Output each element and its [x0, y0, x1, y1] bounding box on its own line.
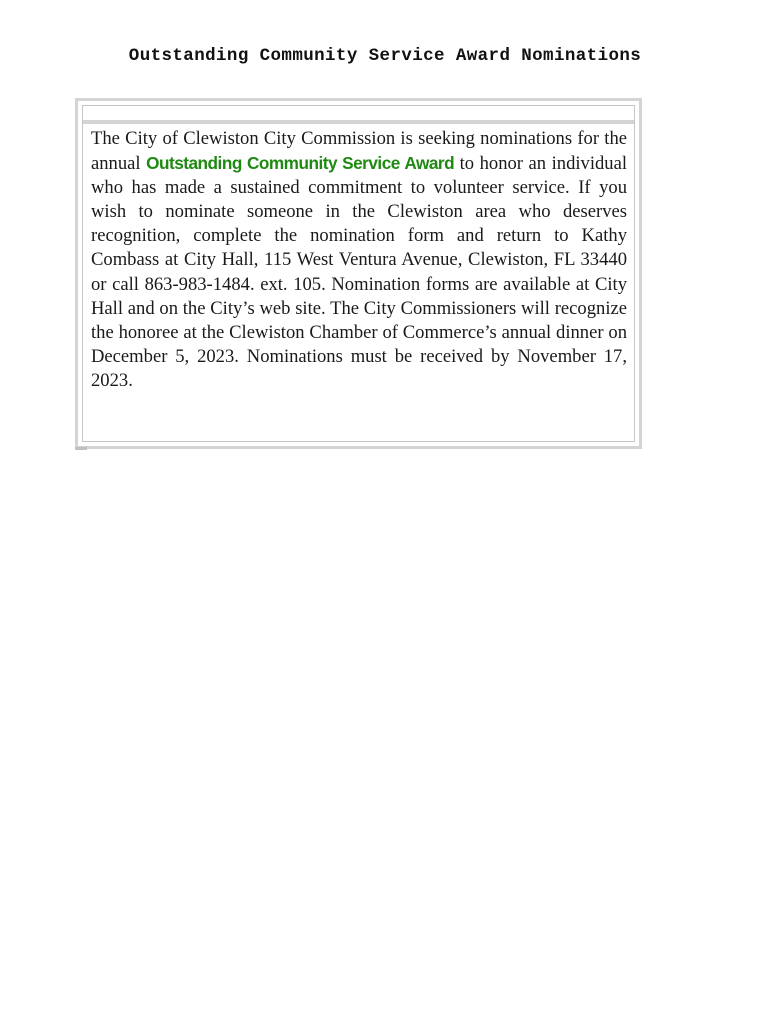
frame-divider	[83, 120, 634, 124]
notice-intro: The City of Clewiston City Commission is seeking nominations for the annual	[91, 128, 627, 175]
notice-body: to honor an individual who has made a sustained commitment to volunteer service. If you wish to nominate someone in the Clewiston area who deserves recognition, complete the nomination form and return to Kathy Combass at City Hall, 115 West Ventura Avenue, Clewiston, FL 33440 or call 863-983-1484. ext. 105. Nomination forms are available at City Hall and on the City’s web site. The City Commissioners will recognize the honoree at the Clewiston Chamber of Commerce’s annual dinner on December 5, 2023. Nominations must be received by November 17, 2023.	[91, 153, 628, 391]
notice-paragraph	[91, 127, 627, 393]
page-title: Outstanding Community Service Award Nominations	[128, 46, 642, 66]
award-name: Outstanding Community Service Award	[146, 153, 455, 174]
frame-corner-mark	[75, 447, 87, 450]
